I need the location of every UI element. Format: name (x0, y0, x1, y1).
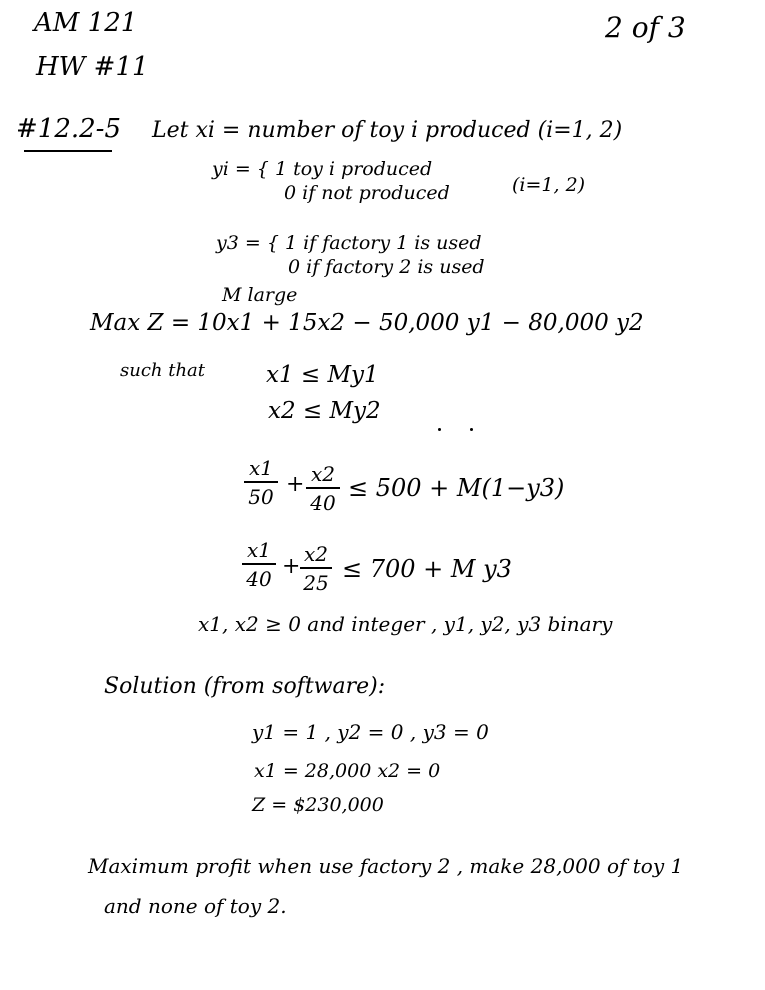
variable-definition-y-line2: 0 if not produced (284, 182, 450, 204)
objective-function: Max Z = 10x1 + 15x2 − 50,000 y1 − 80,000 y2 (90, 310, 644, 336)
dot-mark (470, 428, 473, 431)
m-large-note: M large (222, 284, 298, 306)
variable-definition-y-range: (i=1, 2) (512, 174, 586, 196)
course-label: AM 121 (34, 8, 138, 38)
fraction-denominator: 50 (248, 485, 274, 509)
fraction-numerator: x1 (246, 538, 271, 562)
variable-definition-y3-line2: 0 if factory 2 is used (288, 256, 485, 278)
constraint-1: x1 ≤ My1 (266, 362, 379, 388)
variable-definition-y-line1: yi = { 1 toy i produced (212, 158, 433, 180)
constraint-3-fraction-1 (244, 458, 278, 507)
variable-domain: x1, x2 ≥ 0 and integer , y1, y2, y3 binary (198, 612, 613, 636)
fraction-bar (242, 563, 276, 565)
fraction-numerator: x2 (303, 542, 328, 566)
solution-x-values: x1 = 28,000 x2 = 0 (254, 760, 441, 782)
such-that-label: such that (120, 360, 206, 381)
constraint-4-rhs: ≤ 700 + M y3 (342, 555, 512, 583)
constraint-2: x2 ≤ My2 (268, 398, 381, 424)
problem-number: #12.2-5 (16, 114, 122, 144)
fraction-numerator: x2 (310, 462, 335, 486)
solution-y-values: y1 = 1 , y2 = 0 , y3 = 0 (252, 720, 489, 744)
homework-label: HW #11 (36, 52, 149, 82)
page-number: 2 of 3 (605, 11, 686, 44)
fraction-numerator: x1 (248, 456, 273, 480)
variable-definition-y3-line1: y3 = { 1 if factory 1 is used (216, 232, 482, 254)
constraint-4-plus: + (282, 554, 301, 579)
fraction-bar (300, 567, 332, 569)
constraint-3-fraction-2 (306, 464, 340, 513)
dot-mark (438, 428, 441, 431)
fraction-bar (306, 487, 340, 489)
constraint-4-fraction-1 (242, 540, 276, 589)
conclusion-line-1: Maximum profit when use factory 2 , make 28,000 of toy 1 (88, 854, 684, 878)
fraction-denominator: 25 (303, 571, 329, 595)
problem-number-underline (24, 150, 112, 152)
fraction-denominator: 40 (246, 567, 272, 591)
solution-z-value: Z = $230,000 (252, 794, 384, 816)
constraint-4-fraction-2 (300, 544, 332, 593)
fraction-denominator: 40 (310, 491, 336, 515)
conclusion-line-2: and none of toy 2. (104, 894, 287, 918)
fraction-bar (244, 481, 278, 483)
constraint-3-rhs: ≤ 500 + M(1−y3) (348, 474, 565, 502)
constraint-3-plus: + (286, 472, 305, 497)
solution-header: Solution (from software): (104, 674, 386, 699)
variable-definition-x: Let xi = number of toy i produced (i=1, 2) (152, 118, 623, 143)
